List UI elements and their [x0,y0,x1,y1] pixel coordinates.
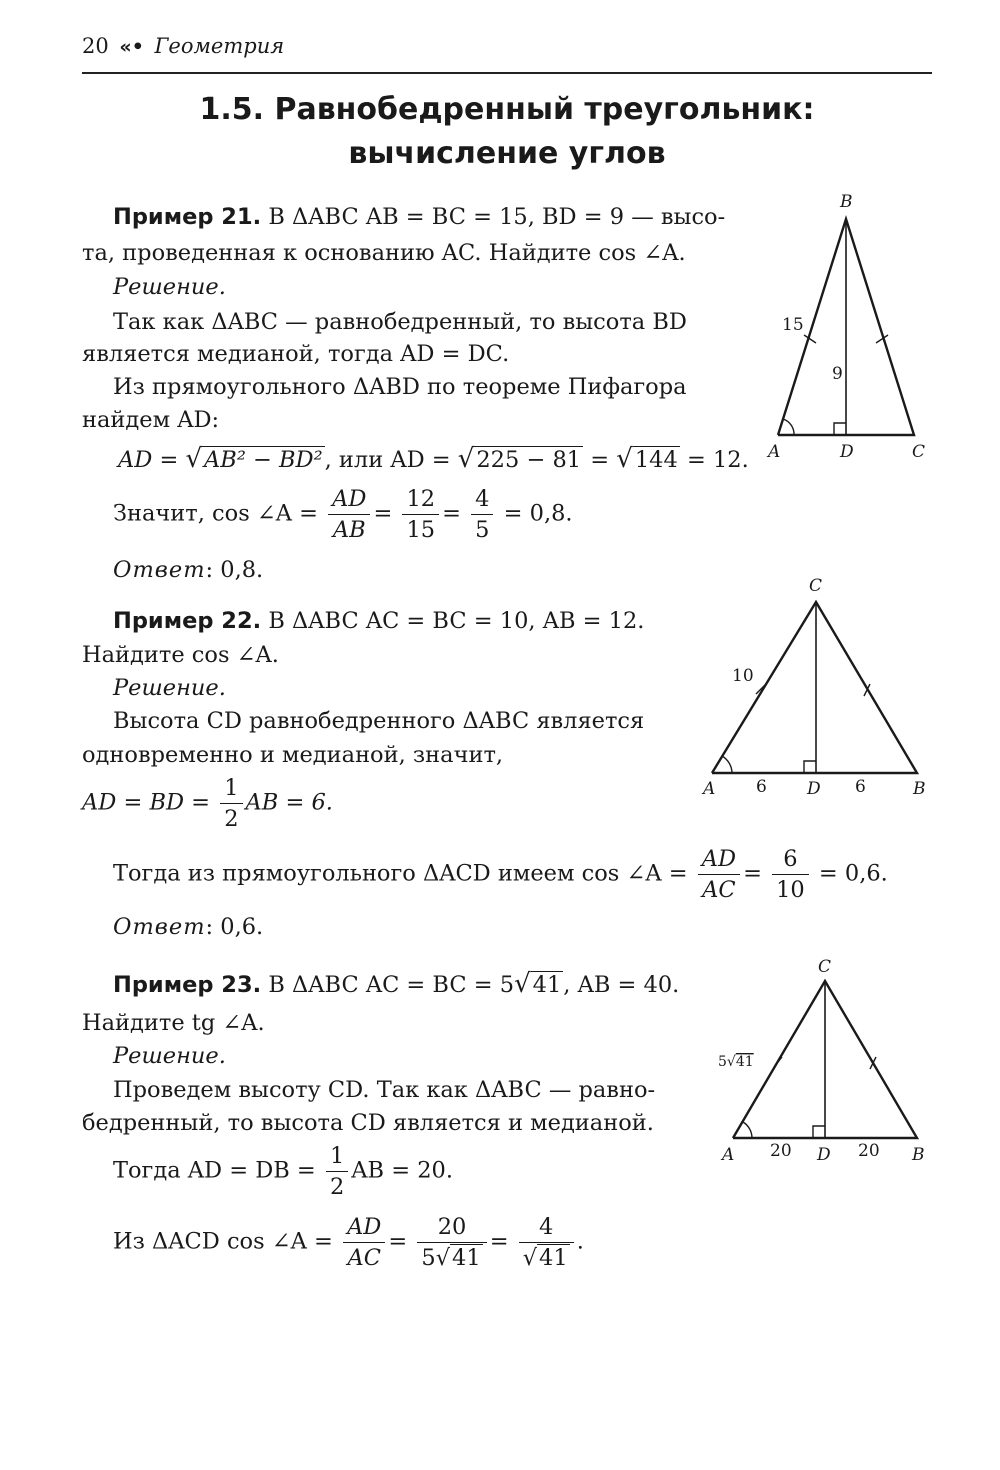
section-title-line-2: вычисление углов [348,136,666,171]
ex22-answer-value: : 0,6. [205,914,264,940]
ex21-fraction-1: $\frac{AD}{AB}$ [328,484,370,545]
ex23-fraction-2: $\frac{20}{5√41}$ [417,1212,486,1273]
ex21-text-3: Из прямоугольного ΔABD по теореме Пифагора [113,374,687,400]
ex22-label-B: B [913,779,926,799]
radical-sign: √ [514,969,531,999]
ex23-seg-label-2: 20 [858,1141,880,1161]
ex21-solution-label: Решение. [113,274,226,300]
ex22-formula-lhs: AD = BD = [82,789,218,816]
ex22-formula-ad [82,773,333,834]
ex23-cond-2: Найдите tg ∠A. [82,1010,265,1036]
ex23-angle-arc [743,1122,752,1138]
ex22-seg-label-1: 6 [756,777,767,797]
ex21-cond-1: В ΔABC AB = BC = 15, BD = 9 — высо- [268,204,726,230]
ex22-answer-label: Ответ [113,914,206,940]
ex22-fraction-1: $\frac{AD}{AC}$ [698,844,740,905]
ex21-cos-pre: Значит, cos ∠A = [113,500,326,527]
ex21-formula-ad [118,443,749,477]
running-header [82,34,284,58]
ex21-formula-end: = 12. [679,447,749,473]
ex23-tick-left [774,1057,782,1067]
ex22-label-A: A [703,779,716,799]
ex22-cond-1: В ΔABC AC = BC = 10, AB = 12. [268,608,645,634]
ex23-cond-pre: В ΔABC AC = BC = 5 [268,972,515,998]
ex23-label-D: D [817,1145,831,1165]
ex23-label-B: B [912,1145,925,1165]
ex23-label-A: A [722,1145,735,1165]
ex22-formula-end: AB = 6. [245,789,333,816]
ex22-label-D: D [807,779,821,799]
header-mark: «• [119,36,144,58]
ex23-cond-radicand: 41 [532,972,562,998]
ex21-answer-label: Ответ [113,557,206,583]
ex21-angle-arc [783,419,794,435]
header-rule [82,72,932,74]
ex22-cond-2: Найдите cos ∠A. [82,642,279,668]
ex23-right-angle-mark [813,1126,825,1138]
ex21-text-2: является медианой, тогда AD = DC. [82,341,510,367]
ex21-side-label: 15 [782,315,804,335]
ex23-fraction-1: $\frac{AD}{AC}$ [343,1212,385,1273]
ex22-seg-label-2: 6 [855,777,866,797]
ex21-condition-line-1 [113,201,725,234]
radical-sign: √ [616,444,633,474]
ex22-cos-line: Тогда из прямоугольного ΔACD имеем cos ∠A = $\frac{AD}{AC}$ = $\frac{6}{10}$ = 0,6. [113,846,888,903]
ex23-cond-post: , AB = 40. [563,972,680,998]
ex22-right-angle-mark [804,761,816,773]
ex21-radicand-1: AB² − BD² [204,447,323,473]
ex23-side-label: 5√41 [718,1054,754,1070]
ex23-cos-end: . [576,1228,584,1255]
ex22-fraction-2: $\frac{6}{10}$ [772,844,809,905]
ex21-formula-mid: , или AD = [324,447,458,473]
ex21-text-1: Так как ΔABC — равнобедренный, то высота BD [113,309,687,335]
ex23-solution-label: Решение. [113,1043,226,1069]
ex22-triangle-outline [712,602,917,773]
ex23-label-C: C [818,957,832,977]
ex22-triangle-figure [695,572,940,802]
ex21-triangle-figure [760,185,940,475]
ex22-text-2: одновременно и медианой, значит, [82,742,504,768]
ex21-label-B: B [840,192,853,212]
ex23-triangle-figure [700,950,940,1170]
ex21-cos-end: = 0,8. [503,500,573,527]
ex23-formula-end: AB = 20. [351,1157,454,1184]
ex21-label-A: A [768,442,781,462]
ex23-formula-lhs: Тогда AD = DB = [113,1157,323,1184]
ex21-fraction-2: $\frac{12}{15}$ [402,484,439,545]
page-number: 20 [82,34,109,58]
ex21-label-C: C [912,442,926,462]
ex22-answer [113,911,263,944]
ex23-formula-ad [113,1141,453,1202]
ex21-formula-lhs: AD = [118,447,186,473]
ex22-label-C: C [809,576,823,596]
ex23-text-1: Проведем высоту CD. Так как ΔABC — равно- [113,1077,656,1103]
header-subject: Геометрия [154,34,285,58]
ex21-cond-2: та, проведенная к основанию AC. Найдите cos ∠A. [82,240,686,266]
ex23-fraction-3: $\frac{4}{√41}$ [519,1212,574,1273]
section-title-line-1: 1.5. Равнобедренный треугольник: [199,92,815,127]
ex21-formula-eq: = [583,447,617,473]
ex23-cos-pre: Из ΔACD cos ∠A = [113,1228,341,1255]
ex22-label: Пример 22. [113,608,262,634]
ex22-angle-arc [722,756,732,773]
ex21-answer [113,554,263,587]
ex22-cos-pre: Тогда из прямоугольного ΔACD имеем cos ∠A = [113,860,695,887]
ex23-half-fraction: $\frac{1}{2}$ [326,1141,348,1202]
ex23-label: Пример 23. [113,972,262,998]
ex21-text-4: найдем AD: [82,407,220,433]
radical-sign: √ [185,444,203,474]
ex22-condition-line-1 [113,605,644,638]
ex21-fraction-3: $\frac{4}{5}$ [471,484,493,545]
ex21-cos-line: Значит, cos ∠A = $\frac{AD}{AB}$ = $\frac{12}{15}$ = $\frac{4}{5}$ = 0,8. [113,486,573,543]
section-title [82,88,932,176]
ex21-radicand-2: 225 − 81 [476,447,582,473]
ex21-height-label: 9 [832,364,843,384]
ex23-condition-line-1 [113,968,679,1002]
radical-sign: √ [457,444,475,474]
ex22-solution-label: Решение. [113,675,226,701]
ex21-radicand-3: 144 [634,447,678,473]
ex23-text-2: бедренный, то высота CD является и медианой. [82,1110,654,1136]
ex22-half-fraction: $\frac{1}{2}$ [220,773,242,834]
ex21-right-angle-mark [834,423,846,435]
ex22-side-label: 10 [732,666,754,686]
ex21-label-D: D [840,442,854,462]
ex23-cos-line: Из ΔACD cos ∠A = $\frac{AD}{AC}$ = $\frac{20}{5√41}$ = $\frac{4}{√41}$ . [113,1214,584,1271]
ex23-seg-label-1: 20 [770,1141,792,1161]
ex22-text-1: Высота CD равнобедренного ΔABC является [113,708,645,734]
ex21-answer-value: : 0,8. [205,557,264,583]
ex22-cos-end: = 0,6. [818,860,888,887]
ex21-label: Пример 21. [113,204,262,230]
